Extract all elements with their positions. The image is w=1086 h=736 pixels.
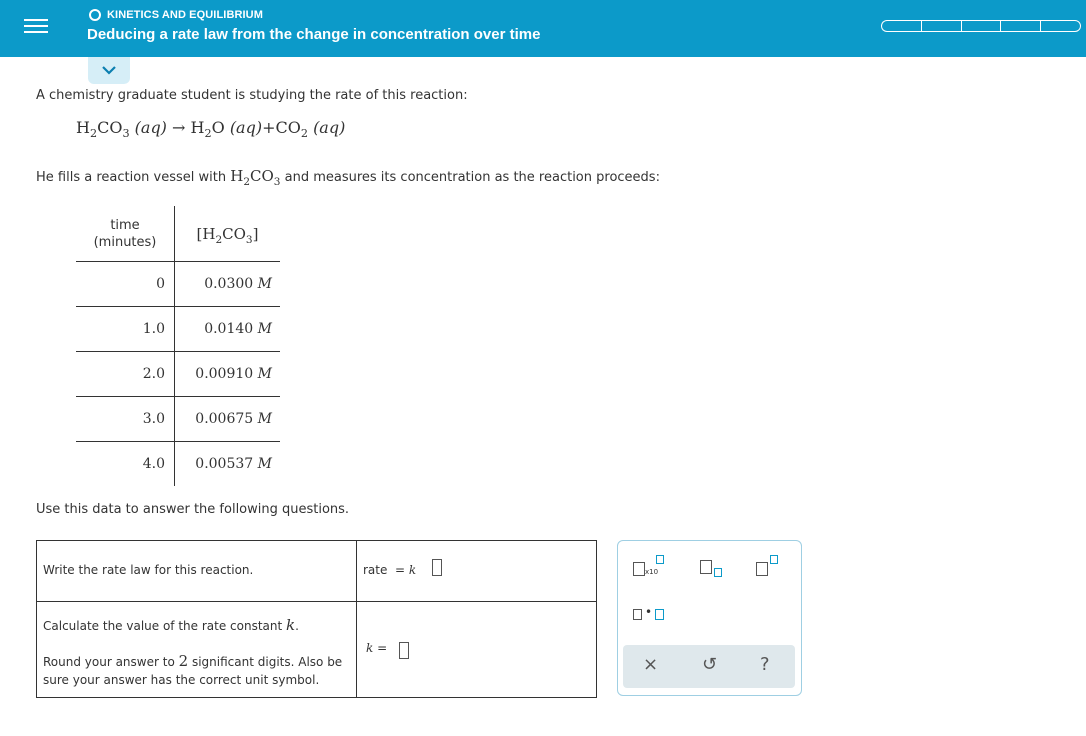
lesson-title: Deducing a rate law from the change in concentration over time bbox=[87, 26, 541, 43]
chevron-down-icon bbox=[102, 66, 116, 76]
reaction-equation: $H_2CO_3$ $(aq) \to H_2O$ $(aq)+CO_2$ (aq) bbox=[76, 118, 346, 140]
time-cell: 3.0 bbox=[76, 397, 175, 442]
table-row bbox=[76, 442, 280, 487]
topic-label: KINETICS AND EQUILIBRIUM bbox=[107, 9, 263, 21]
table-row bbox=[76, 397, 280, 442]
time-cell: 1.0 bbox=[76, 307, 175, 352]
progress-segment bbox=[881, 20, 921, 32]
concentration-cell: 0.0140 M bbox=[175, 307, 281, 352]
question-table bbox=[36, 540, 597, 698]
data-table bbox=[76, 206, 280, 486]
scientific-notation-button[interactable]: x10 bbox=[633, 555, 677, 579]
rate-constant-answer: k = bbox=[366, 641, 388, 655]
keypad-actions bbox=[623, 645, 795, 688]
progress-segment bbox=[921, 20, 961, 32]
table-row bbox=[76, 307, 280, 352]
question-row-rate-constant bbox=[37, 602, 596, 697]
topic-row bbox=[89, 9, 263, 21]
time-cell: 2.0 bbox=[76, 352, 175, 397]
top-bar bbox=[0, 0, 1086, 57]
progress-bar bbox=[881, 20, 1081, 32]
progress-segment bbox=[961, 20, 1001, 32]
rounding-instructions: Round your answer to 2 significant digits. Also be sure your answer has the correct unit symbol. bbox=[43, 652, 343, 687]
column-divider bbox=[356, 541, 357, 697]
progress-segment bbox=[1040, 20, 1081, 32]
topic-circle-icon bbox=[89, 9, 101, 21]
concentration-cell: 0.00675 M bbox=[175, 397, 281, 442]
rate-constant-prompt: Calculate the value of the rate constant k. bbox=[43, 616, 299, 634]
subscript-button[interactable] bbox=[700, 555, 730, 579]
superscript-button[interactable] bbox=[756, 555, 786, 579]
rate-constant-input[interactable] bbox=[399, 642, 409, 659]
question-row-rate-law bbox=[37, 541, 596, 602]
multiply-dot-button[interactable]: • bbox=[633, 609, 669, 625]
concentration-cell: 0.0300 M bbox=[175, 262, 281, 307]
time-header: time (minutes) bbox=[76, 206, 175, 262]
undo-icon[interactable]: ↺ bbox=[702, 654, 718, 675]
math-keypad bbox=[617, 540, 802, 696]
use-data-sentence: Use this data to answer the following questions. bbox=[36, 502, 350, 517]
time-cell: 4.0 bbox=[76, 442, 175, 487]
concentration-header: $[H_2CO_3]$ bbox=[175, 206, 281, 262]
rate-law-input[interactable] bbox=[432, 559, 442, 576]
intro-sentence: A chemistry graduate student is studying the rate of this reaction: bbox=[36, 88, 468, 103]
rate-law-answer: rate = k bbox=[363, 563, 417, 577]
progress-segment bbox=[1000, 20, 1040, 32]
help-icon[interactable]: ? bbox=[760, 654, 770, 675]
concentration-cell: 0.00537 M bbox=[175, 442, 281, 487]
rate-law-prompt: Write the rate law for this reaction. bbox=[43, 563, 254, 577]
table-row bbox=[76, 262, 280, 307]
time-cell: 0 bbox=[76, 262, 175, 307]
menu-icon[interactable] bbox=[24, 14, 48, 38]
clear-icon[interactable]: × bbox=[643, 654, 659, 675]
concentration-cell: 0.00910 M bbox=[175, 352, 281, 397]
collapse-toggle[interactable] bbox=[88, 57, 130, 84]
fills-sentence: He fills a reaction vessel with $H_2CO_3$ and measures its concentration as the reaction proceeds: bbox=[36, 167, 660, 188]
table-header-row bbox=[76, 206, 280, 262]
table-row bbox=[76, 352, 280, 397]
